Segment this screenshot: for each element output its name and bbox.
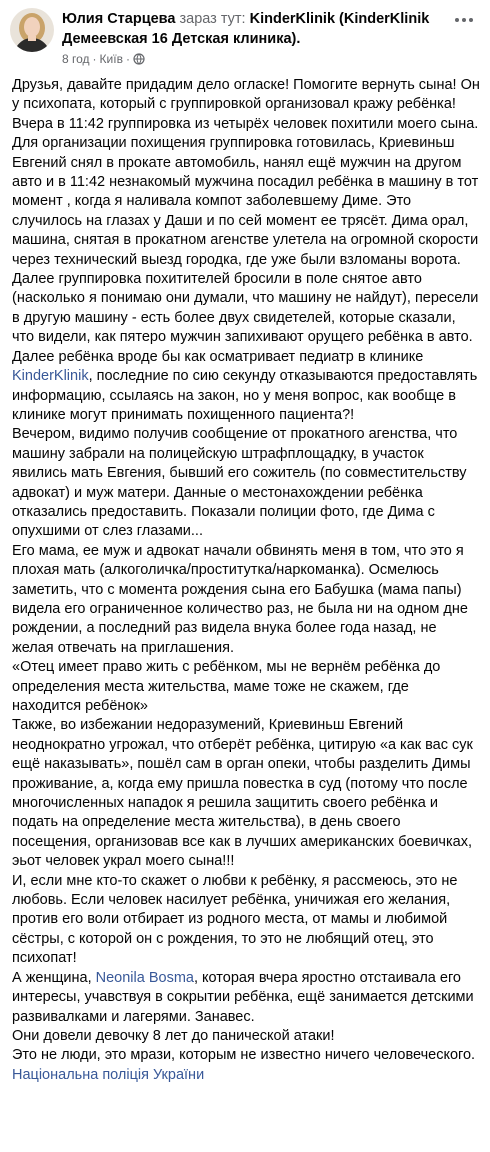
post-paragraph: Они довели девочку 8 лет до панической атаки! [12, 1027, 335, 1044]
post-meta [62, 52, 145, 66]
post-paragraph: И, если мне кто-то скажет о любви к ребёнку, я рассмеюсь, это не любовь. Если человек насилует ребёнка, уничижая его желания, против его воли отбирает из родного места, от мамы и любимой сёстры, с которой он с рождения, то это не любящий отец, это психопат! [12, 872, 458, 967]
post-paragraph [12, 969, 480, 1027]
author-name[interactable]: Юлия Старцева [62, 11, 176, 27]
post-paragraph: Вчера в 11:42 группировка из четырёх человек похитили моего сына. [12, 115, 479, 132]
post-paragraph: «Отец имеет право жить с ребёнком, мы не вернём ребёнка до определения места жительства, маме тоже не скажем, где находится ребёнок» [12, 659, 441, 714]
checkin-status: зараз тут: [179, 11, 246, 27]
post-paragraph [12, 348, 480, 426]
post-paragraph: Вечером, видимо получив сообщение от прокатного агенства, что машину забрали на полицейскую штрафплощадку, в участок явились мать Евгения, бывший его сожитель (по совместительству адвокат) и муж матери. Данные о местонахождении ребёнка отказались предоставить. Показали полиции фото, где Дима с опухшими от слез глазами... [12, 426, 467, 540]
globe-icon[interactable] [133, 53, 145, 65]
checkin-place[interactable]: KinderKlinik (KinderKlinik Демеевская 16 Детская клиника). [62, 11, 430, 47]
post-paragraph [12, 1066, 480, 1085]
neonila-bosma-link[interactable]: Neonila Bosma [95, 969, 194, 986]
police-page-tag-link[interactable]: Національна поліція України [12, 1066, 205, 1083]
post-header-text [62, 9, 432, 49]
meta-separator: · [92, 52, 97, 66]
post-header [0, 0, 490, 80]
kinderklinik-link[interactable]: KinderKlinik [12, 368, 89, 385]
post-paragraph: Его мама, ее муж и адвокат начали обвинять меня в том, что это я плохая мать (алкоголичка/проститутка/наркоманка). Осмелюсь заметить, что с момента рождения сына его Бабушка (мама папы) видела его ограниченное количество раз, не была ни на одном дне рождении, а последний раз видела внука более года назад, не желая отвечать на приглашения. [12, 542, 468, 656]
post-text: Далее ребёнка вроде бы как осматривает педиатр в клинике [12, 348, 424, 365]
more-options-icon[interactable] [448, 4, 480, 36]
post-text: А женщина, [12, 969, 96, 986]
meta-separator: · [125, 52, 130, 66]
post-text: , которая вчера яростно отстаивала его интересы, учавствуя в сокрытии ребёнка, ещё занимается детскими развивалками и лагерями. Занавес. [12, 969, 474, 1025]
post-body [12, 76, 480, 1085]
post-paragraph: Для организации похищения группировка готовилась, Криевиньш Евгений снял в прокате автомобиль, нанял ещё мужчин на другом авто и в 11:42 незнакомый мужчина посадил ребёнка в машину в тот момент , когда я наливала компот заболевшему Диме. Это случилось на глазах у Даши и по сей момент ее трясёт. Дима орал, машина, снятая в прокатном агенстве улетела на огромной скорости через технический выезд городка, где уже были взломаны ворота. Далее группировка похитителей бросили в поле снятое авто (насколько я понимаю они думали, что машину не найдут), пересели в другую машину - есть более двух свидетелей, которые сказали, что видели, как пятеро мужчин запихивают орущего ребёнка в авто. [12, 135, 479, 346]
post-paragraph: Это не люди, это мрази, которым не известно ничего человеческого. [12, 1047, 476, 1064]
post-paragraph: Также, во избежании недоразумений, Криевиньш Евгений неоднократно угрожал, что отберёт ребёнка, цитирую «а как вас сук ещё наказывать», пошёл сам в орган опеки, чтобы разделить Димы проживание, а, когда ему пришла повестка в суд (потому что после многочисленных нападок я решила защитить своего ребёнка и подать на определение места жительства), в день своего посещения, организовав все как в лучших американских боевичках, эьот человек украл моего сына!!! [12, 717, 473, 870]
post-location[interactable]: Київ [99, 52, 123, 66]
post-paragraph: Друзья, давайте придадим дело огласке! Помогите вернуть сына! Он у психопата, который с группировкой организовал кражу ребёнка! [12, 77, 480, 113]
author-avatar[interactable] [10, 8, 54, 52]
post-text: , последние по сию секунду отказываются предоставлять информацию, ссылаясь на закон, но у меня вопрос, как вообще в клинике могут принимать похищенного пациента?! [12, 368, 478, 423]
post-time[interactable]: 8 год [62, 52, 90, 66]
